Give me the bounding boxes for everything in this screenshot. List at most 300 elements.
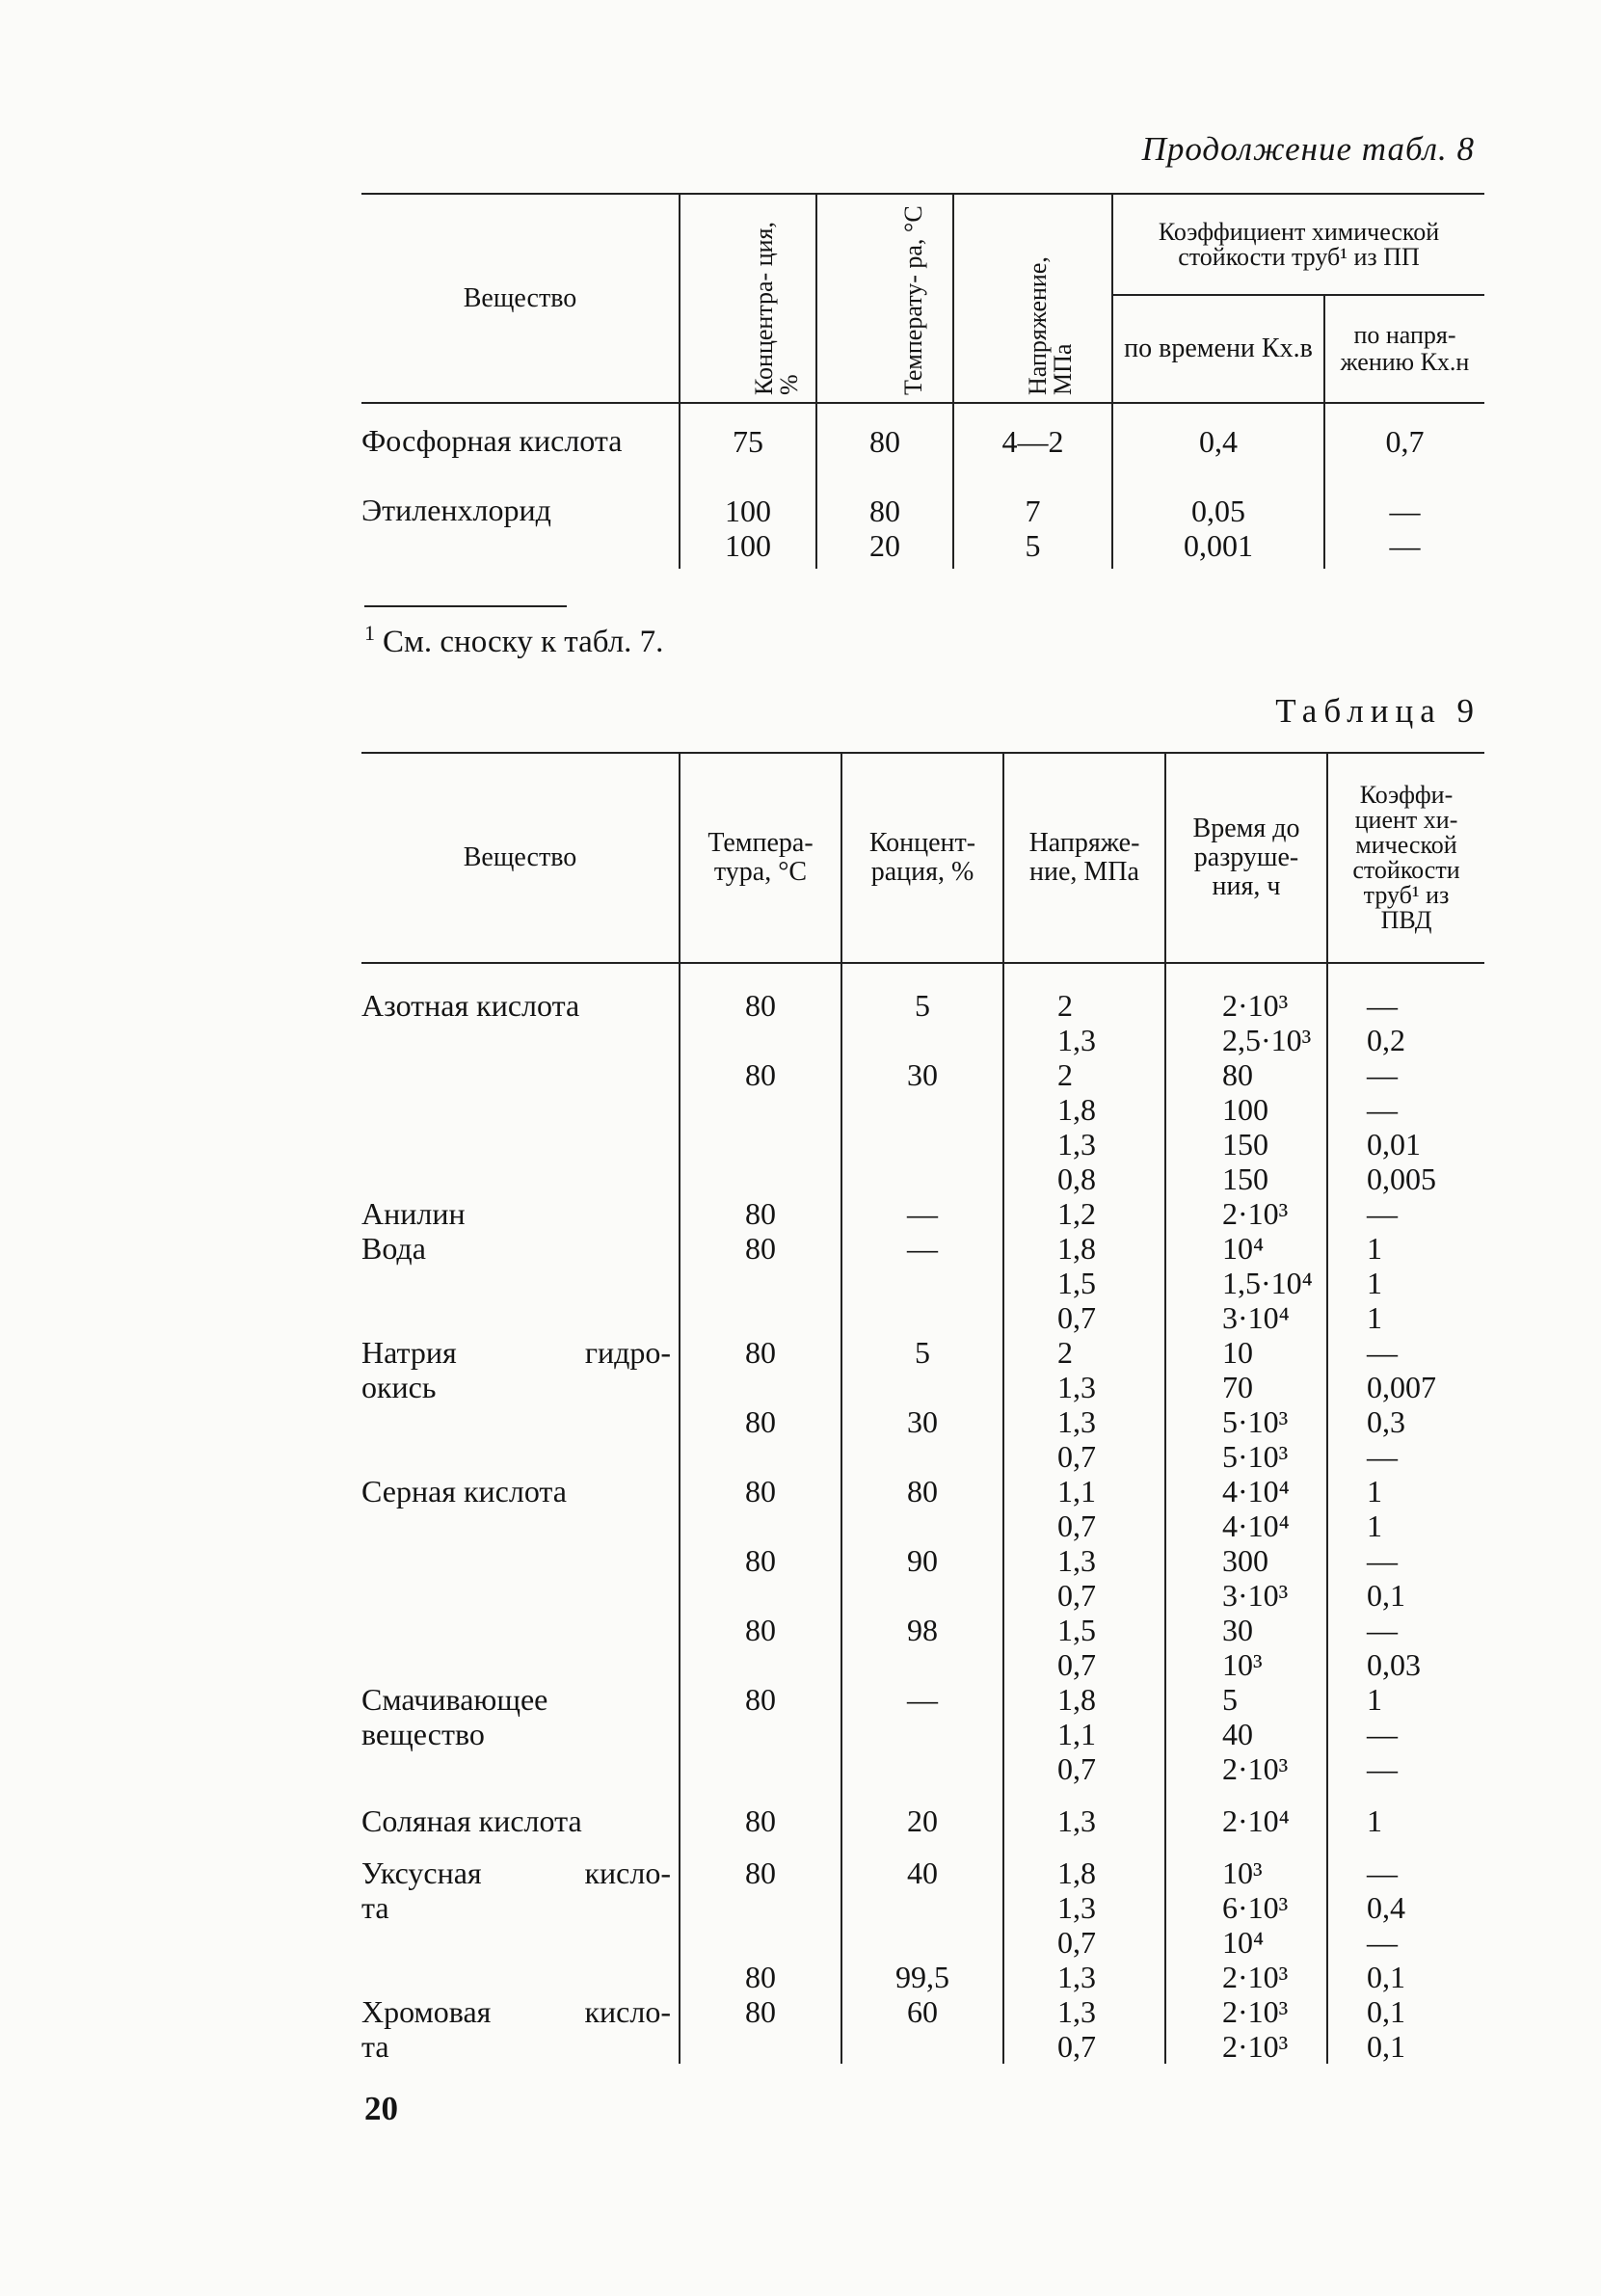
t9-stress: 2 (1057, 1057, 1073, 1092)
t9-concentration: — (907, 1196, 938, 1231)
t9-substance-word: гидро- (584, 1335, 671, 1370)
t9-time: 150 (1222, 1161, 1268, 1196)
t9-spacer-cell (1327, 963, 1484, 988)
t9-concentration: 5 (915, 988, 930, 1023)
t9-row (361, 1803, 1484, 1838)
t9-row (361, 1196, 1484, 1231)
t9-time: 4·10⁴ (1222, 1474, 1290, 1508)
t9-substance-word: Натрия (361, 1335, 457, 1370)
t9-stress-cell (1003, 1335, 1165, 1474)
t9-temperature (680, 1439, 841, 1474)
t9-temperature (680, 1127, 841, 1161)
t8-stress-cell (953, 494, 1112, 569)
t9-gap-cell (841, 1786, 1003, 1803)
t9-coef: — (1367, 1092, 1398, 1127)
t9-concentration: 90 (907, 1543, 938, 1578)
t9-header-substance: Вещество (463, 842, 577, 872)
t9-temperature: 80 (745, 1404, 776, 1439)
t8-temperature-cell (816, 424, 953, 494)
t8-coef-stress: — (1389, 494, 1421, 528)
t9-stress: 0,7 (1057, 2029, 1096, 2064)
t9-coef: 0,2 (1367, 1023, 1405, 1057)
t9-coef: 0,3 (1367, 1404, 1405, 1439)
t9-temperature (680, 1508, 841, 1543)
t9-coef: — (1367, 1925, 1398, 1960)
t8-coef-time-cell (1112, 494, 1324, 569)
t9-stress: 1,1 (1057, 1717, 1096, 1751)
t9-gap-cell (841, 1838, 1003, 1855)
t9-gap-cell (1327, 1786, 1484, 1803)
t9-time-cell (1165, 1231, 1327, 1335)
t9-time: 10³ (1222, 1647, 1263, 1682)
t9-substance-cell (361, 1196, 680, 1231)
t8-spacer-cell (953, 403, 1112, 424)
t9-spacer-cell (1165, 963, 1327, 988)
t9-temperature: 80 (745, 988, 776, 1023)
t9-concentration: 40 (907, 1855, 938, 1890)
t8-substance: Этиленхлорид (361, 493, 551, 527)
t9-stress: 1,8 (1057, 1092, 1096, 1127)
t9-temperature: 80 (745, 1855, 776, 1890)
t9-substance-word: Хромовая (361, 1994, 492, 2029)
t9-concentration: 60 (907, 1994, 938, 2029)
t9-coef: 1 (1367, 1682, 1382, 1717)
t9-time: 5·10³ (1222, 1404, 1289, 1439)
t9-coef: 0,4 (1367, 1890, 1405, 1925)
t9-coef-cell (1327, 1335, 1484, 1474)
t8-header-coef-group: Коэффициент химической стойкости труб¹ из ПП (1112, 194, 1484, 295)
t9-substance: Соляная кислота (361, 1803, 582, 1838)
t9-coef: 1 (1367, 1300, 1382, 1335)
t9-header-coef: Коэффи- циент хи- мической стойкости труб¹ из ПВД (1327, 753, 1484, 963)
t8-header-by-stress: по напря- жению Кх.н (1324, 295, 1484, 403)
t8-stress-cell (953, 424, 1112, 494)
t9-temperature: 80 (745, 1682, 776, 1717)
t9-concentration: 30 (907, 1404, 938, 1439)
t9-temperature (680, 1023, 841, 1057)
t9-temperature (680, 1161, 841, 1196)
t9-stress: 1,8 (1057, 1855, 1096, 1890)
t9-concentration (842, 1370, 1002, 1404)
t8-substance: Фосфорная кислота (361, 423, 623, 458)
t9-time: 3·10⁴ (1222, 1300, 1290, 1335)
t9-temperature: 80 (745, 1057, 776, 1092)
t9-time: 2,5·10³ (1222, 1023, 1312, 1057)
t9-gap-cell (1165, 1786, 1327, 1803)
t9-stress: 1,3 (1057, 1370, 1096, 1404)
t9-time: 100 (1222, 1092, 1268, 1127)
t9-stress-cell (1003, 1682, 1165, 1786)
t8-concentration: 100 (725, 528, 771, 563)
t9-time: 70 (1222, 1370, 1253, 1404)
t9-spacer-cell (1003, 963, 1165, 988)
footnote-text: См. сноску к табл. 7. (383, 625, 664, 659)
t9-time: 10⁴ (1222, 1231, 1265, 1266)
t9-concentration: 20 (907, 1803, 938, 1838)
t9-time-cell (1165, 988, 1327, 1196)
t9-coef: 0,03 (1367, 1647, 1421, 1682)
t9-concentration-cell (841, 1196, 1003, 1231)
t8-header-temperature: Температу- ра, °С (816, 194, 953, 403)
t8-stress: 5 (1025, 528, 1041, 563)
t9-stress: 1,5 (1057, 1613, 1096, 1647)
t9-concentration (842, 1092, 1002, 1127)
footnote-mark: 1 (364, 621, 375, 645)
t9-stress-cell (1003, 1855, 1165, 1994)
t9-stress: 1,8 (1057, 1682, 1096, 1717)
t8-stress: 4—2 (1001, 424, 1064, 459)
t9-time-cell (1165, 1803, 1327, 1838)
t9-temperature-cell (680, 1474, 841, 1682)
t9-stress: 0,7 (1057, 1508, 1096, 1543)
t9-row (361, 1855, 1484, 1994)
t9-stress-cell (1003, 1994, 1165, 2064)
t9-stress: 0,7 (1057, 1751, 1096, 1786)
t9-concentration (842, 1023, 1002, 1057)
t9-time: 40 (1222, 1717, 1253, 1751)
t9-coef: 0,1 (1367, 2029, 1405, 2064)
t9-substance: Серная кислота (361, 1474, 567, 1508)
t9-time: 5 (1222, 1682, 1238, 1717)
t9-temperature: 80 (745, 1196, 776, 1231)
t9-gap-cell (361, 1838, 680, 1855)
t8-coef-stress: — (1389, 528, 1421, 563)
t9-substance (361, 1855, 671, 1890)
t9-stress: 1,3 (1057, 1994, 1096, 2029)
t9-temperature (680, 1578, 841, 1613)
t9-concentration (842, 1890, 1002, 1925)
t8-row (361, 494, 1484, 569)
t9-stress-cell (1003, 1474, 1165, 1682)
t8-temperature: 80 (869, 494, 900, 528)
t9-concentration (842, 1266, 1002, 1300)
t9-stress: 1,3 (1057, 1127, 1096, 1161)
t9-stress: 1,3 (1057, 1404, 1096, 1439)
t9-concentration (842, 1508, 1002, 1543)
t9-coef: 0,01 (1367, 1127, 1421, 1161)
t9-time: 2·10³ (1222, 1960, 1289, 1994)
t9-body (361, 963, 1484, 2064)
t9-concentration-cell (841, 1335, 1003, 1474)
t9-header-time: Время до разруше- ния, ч (1165, 753, 1327, 963)
t9-stress: 1,8 (1057, 1231, 1096, 1266)
t9-substance-cell (361, 1682, 680, 1786)
t8-temperature: 80 (869, 424, 900, 459)
t9-substance-cell (361, 1994, 680, 2064)
t9-stress: 0,8 (1057, 1161, 1096, 1196)
table-8 (361, 193, 1484, 569)
t9-time: 5·10³ (1222, 1439, 1289, 1474)
t8-body (361, 403, 1484, 569)
t9-temperature-cell (680, 1855, 841, 1994)
t9-time: 300 (1222, 1543, 1268, 1578)
t9-coef-cell (1327, 1474, 1484, 1682)
t9-substance-cell (361, 1855, 680, 1994)
t9-substance-word: кисло- (584, 1994, 671, 2029)
t9-concentration (842, 1439, 1002, 1474)
t9-coef: — (1367, 988, 1398, 1023)
t9-temperature (680, 1370, 841, 1404)
t9-coef: 0,007 (1367, 1370, 1436, 1404)
t8-spacer-cell (816, 403, 953, 424)
t8-coef-time: 0,001 (1184, 528, 1253, 563)
t9-time: 2·10⁴ (1222, 1803, 1290, 1838)
t8-coef-time: 0,05 (1191, 494, 1245, 528)
t9-time: 6·10³ (1222, 1890, 1289, 1925)
t9-coef-cell (1327, 1196, 1484, 1231)
t9-gap-row (361, 1786, 1484, 1803)
t9-substance: Вода (361, 1231, 426, 1266)
t9-gap-cell (1003, 1838, 1165, 1855)
t8-spacer-cell (361, 403, 680, 424)
t8-spacer-row (361, 403, 1484, 424)
t9-concentration (842, 1300, 1002, 1335)
t9-concentration (842, 1161, 1002, 1196)
t8-coef-stress-cell (1324, 494, 1484, 569)
t9-substance: Азотная кислота (361, 988, 580, 1023)
t9-stress: 0,7 (1057, 1578, 1096, 1613)
t9-concentration-cell (841, 1682, 1003, 1786)
t8-temperature-cell (816, 494, 953, 569)
t9-time: 2·10³ (1222, 1751, 1289, 1786)
t9-coef-cell (1327, 1855, 1484, 1994)
t9-substance-cell (361, 1474, 680, 1682)
t8-header-concentration: Концентра- ция, % (680, 194, 816, 403)
t9-row (361, 1231, 1484, 1335)
t9-temperature: 80 (745, 1231, 776, 1266)
t8-stress: 7 (1025, 494, 1041, 528)
t9-coef: — (1367, 1613, 1398, 1647)
t9-concentration-cell (841, 1231, 1003, 1335)
t8-row (361, 424, 1484, 494)
t9-stress-cell (1003, 1231, 1165, 1335)
t9-spacer-cell (361, 963, 680, 988)
t9-stress: 1,2 (1057, 1196, 1096, 1231)
t8-header-by-time: по времени Кх.в (1112, 295, 1324, 403)
t9-coef-cell (1327, 1803, 1484, 1838)
t9-coef: 0,1 (1367, 1960, 1405, 1994)
t9-gap-cell (1327, 1838, 1484, 1855)
t9-substance-cell (361, 1335, 680, 1474)
t9-concentration (842, 2029, 1002, 2064)
t9-temperature (680, 1751, 841, 1786)
t9-coef: 1 (1367, 1803, 1382, 1838)
t9-stress: 1,3 (1057, 1023, 1096, 1057)
footnote (364, 621, 664, 660)
t9-coef-cell (1327, 1994, 1484, 2064)
t9-header-stress: Напряже- ние, МПа (1003, 753, 1165, 963)
t9-time: 30 (1222, 1613, 1253, 1647)
t9-coef: 1 (1367, 1508, 1382, 1543)
t9-coef: — (1367, 1543, 1398, 1578)
t9-temperature: 80 (745, 1543, 776, 1578)
t9-concentration: — (907, 1682, 938, 1717)
t9-spacer-cell (680, 963, 841, 988)
t9-stress-cell (1003, 1803, 1165, 1838)
t9-time: 10³ (1222, 1855, 1263, 1890)
t9-time-cell (1165, 1474, 1327, 1682)
t9-substance-cell (361, 1803, 680, 1838)
t9-concentration-cell (841, 1474, 1003, 1682)
t8-coef-stress: 0,7 (1385, 424, 1425, 459)
t9-coef: 1 (1367, 1474, 1382, 1508)
t9-gap-cell (1003, 1786, 1165, 1803)
t9-time: 2·10³ (1222, 1994, 1289, 2029)
t9-stress: 1,3 (1057, 1890, 1096, 1925)
t9-temperature (680, 1092, 841, 1127)
t8-temperature: 20 (869, 528, 900, 563)
t9-stress: 2 (1057, 1335, 1073, 1370)
t9-stress-cell (1003, 988, 1165, 1196)
t9-temperature-cell (680, 1803, 841, 1838)
t9-header-concentration: Концент- рация, % (841, 753, 1003, 963)
t8-concentration: 100 (725, 494, 771, 528)
t9-header-temperature: Темпера- тура, °С (680, 753, 841, 963)
t9-temperature-cell (680, 1196, 841, 1231)
t9-time: 10⁴ (1222, 1925, 1265, 1960)
t9-stress: 1,3 (1057, 1543, 1096, 1578)
t9-stress-cell (1003, 1196, 1165, 1231)
t9-gap-cell (680, 1786, 841, 1803)
t9-concentration: 98 (907, 1613, 938, 1647)
t9-stress: 1,5 (1057, 1266, 1096, 1300)
t9-concentration: 30 (907, 1057, 938, 1092)
t9-time: 2·10³ (1222, 2029, 1289, 2064)
t9-concentration: 99,5 (895, 1960, 949, 1994)
t8-coef-time: 0,4 (1199, 424, 1238, 459)
t9-concentration (842, 1127, 1002, 1161)
t9-gap-cell (361, 1786, 680, 1803)
t9-spacer-cell (841, 963, 1003, 988)
t9-time: 3·10³ (1222, 1578, 1289, 1613)
t9-time-cell (1165, 1994, 1327, 2064)
t9-stress: 0,7 (1057, 1647, 1096, 1682)
page-number: 20 (364, 2090, 398, 2127)
t9-gap-row (361, 1838, 1484, 1855)
t9-row (361, 1682, 1484, 1786)
t9-concentration: 80 (907, 1474, 938, 1508)
t9-stress: 0,7 (1057, 1439, 1096, 1474)
t8-concentration-cell (680, 424, 816, 494)
t9-concentration (842, 1647, 1002, 1682)
t9-row (361, 1994, 1484, 2064)
t9-coef: — (1367, 1717, 1398, 1751)
t8-concentration-cell (680, 494, 816, 569)
t9-gap-cell (680, 1838, 841, 1855)
t9-substance: Анилин (361, 1196, 466, 1231)
t9-temperature-cell (680, 1682, 841, 1786)
t8-spacer-cell (1324, 403, 1484, 424)
t8-header-stress: Напряжение, МПа (953, 194, 1112, 403)
t8-coef-time-cell (1112, 424, 1324, 494)
t9-time: 150 (1222, 1127, 1268, 1161)
t9-stress: 0,7 (1057, 1300, 1096, 1335)
t9-stress: 1,3 (1057, 1803, 1096, 1838)
t9-temperature: 80 (745, 1994, 776, 2029)
t9-row (361, 988, 1484, 1196)
t9-time-cell (1165, 1196, 1327, 1231)
t9-time: 80 (1222, 1057, 1253, 1092)
t9-concentration-cell (841, 988, 1003, 1196)
t9-time: 1,5·10⁴ (1222, 1266, 1313, 1300)
t9-temperature-cell (680, 1231, 841, 1335)
t9-substance: окись (361, 1370, 437, 1404)
t9-coef: 1 (1367, 1231, 1382, 1266)
t9-concentration-cell (841, 1803, 1003, 1838)
t9-substance-word: кисло- (584, 1855, 671, 1890)
t8-spacer-cell (680, 403, 816, 424)
t9-time-cell (1165, 1682, 1327, 1786)
t9-row (361, 1474, 1484, 1682)
t9-substance: вещество (361, 1717, 485, 1751)
t9-gap-cell (1165, 1838, 1327, 1855)
t9-substance-cell (361, 1231, 680, 1335)
t9-temperature: 80 (745, 1613, 776, 1647)
t9-coef-cell (1327, 988, 1484, 1196)
t9-coef-cell (1327, 1231, 1484, 1335)
t9-temperature (680, 1925, 841, 1960)
t9-coef: 0,005 (1367, 1161, 1436, 1196)
t9-substance: та (361, 2029, 389, 2064)
t9-concentration (842, 1925, 1002, 1960)
continuation-title: Продолжение табл. 8 (1141, 130, 1475, 168)
t9-time: 4·10⁴ (1222, 1508, 1290, 1543)
t9-coef: — (1367, 1196, 1398, 1231)
t9-concentration-cell (841, 1994, 1003, 2064)
t9-stress: 0,7 (1057, 1925, 1096, 1960)
t9-concentration: — (907, 1231, 938, 1266)
t9-substance (361, 1994, 671, 2029)
t8-header-substance: Вещество (361, 194, 680, 403)
t9-coef: 1 (1367, 1266, 1382, 1300)
t9-temperature: 80 (745, 1474, 776, 1508)
t9-time: 2·10³ (1222, 1196, 1289, 1231)
t9-temperature (680, 2029, 841, 2064)
table-9-title: Таблица 9 (1275, 692, 1481, 730)
t9-coef: — (1367, 1439, 1398, 1474)
t9-concentration: 5 (915, 1335, 930, 1370)
t9-substance: та (361, 1890, 389, 1925)
t9-coef-cell (1327, 1682, 1484, 1786)
t8-concentration: 75 (733, 424, 763, 459)
t9-stress: 2 (1057, 988, 1073, 1023)
t9-temperature (680, 1266, 841, 1300)
t9-temperature (680, 1647, 841, 1682)
t9-coef: 0,1 (1367, 1578, 1405, 1613)
t9-temperature: 80 (745, 1803, 776, 1838)
t9-time-cell (1165, 1335, 1327, 1474)
footnote-rule (364, 605, 567, 607)
t9-coef: — (1367, 1751, 1398, 1786)
t9-substance-cell (361, 988, 680, 1196)
t9-substance-word: Уксусная (361, 1855, 482, 1890)
t9-temperature-cell (680, 1335, 841, 1474)
t9-stress: 1,1 (1057, 1474, 1096, 1508)
table-9 (361, 752, 1484, 2064)
t8-coef-stress-cell (1324, 424, 1484, 494)
t9-temperature-cell (680, 988, 841, 1196)
t9-substance (361, 1335, 671, 1370)
t9-temperature: 80 (745, 1335, 776, 1370)
t9-concentration (842, 1578, 1002, 1613)
t9-spacer-row (361, 963, 1484, 988)
t9-substance: Смачивающее (361, 1682, 548, 1717)
t9-temperature (680, 1890, 841, 1925)
t9-concentration-cell (841, 1855, 1003, 1994)
t9-stress: 1,3 (1057, 1960, 1096, 1994)
t8-spacer-cell (1112, 403, 1324, 424)
t9-coef: 0,1 (1367, 1994, 1405, 2029)
